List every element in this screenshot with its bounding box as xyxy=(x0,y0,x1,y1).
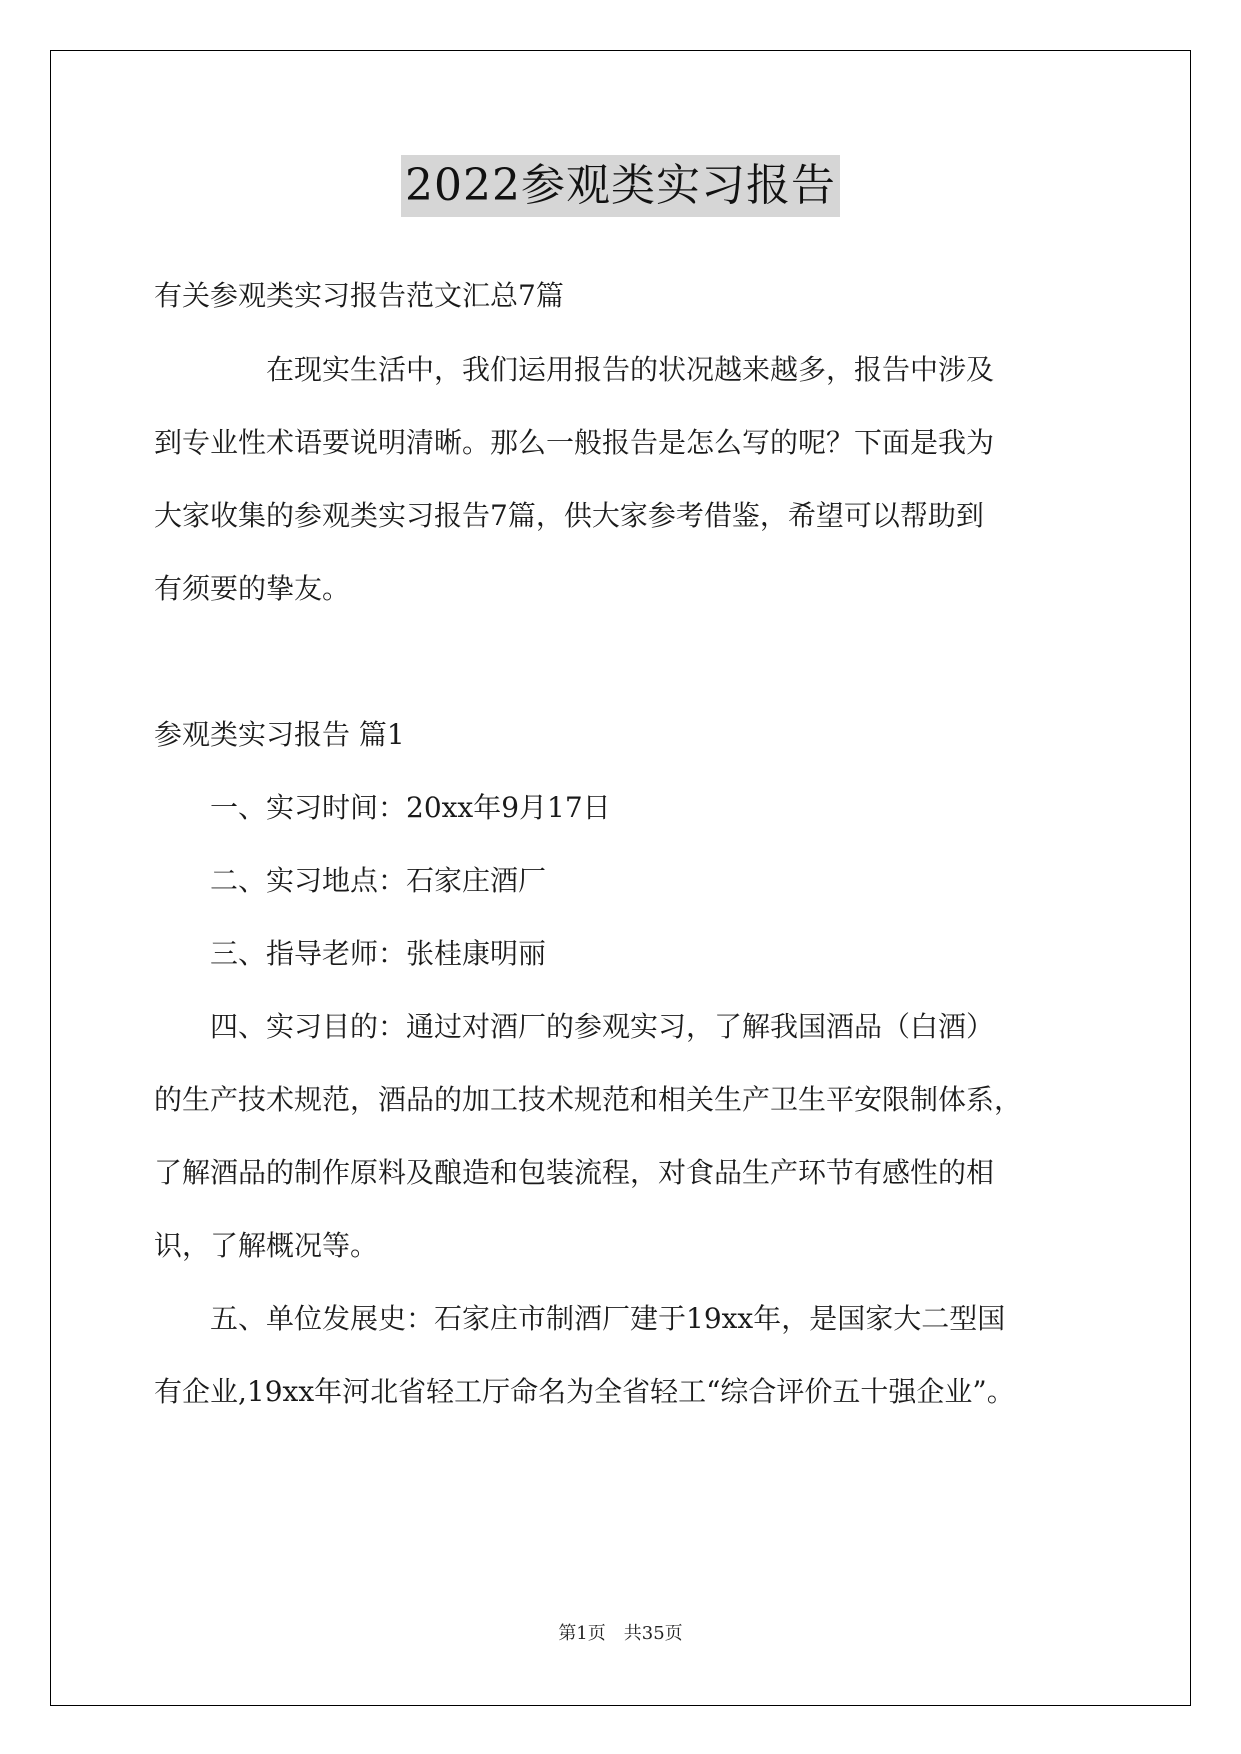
intro-line-4: 有须要的挚友。 xyxy=(154,572,351,605)
item-time: 一、实习时间：20xx年9月17日 xyxy=(210,791,611,824)
item-history-line-2: 有企业,19xx年河北省轻工厅命名为全省轻工“综合评价五十强企业”。 xyxy=(154,1375,1015,1408)
intro-line-1: 在现实生活中，我们运用报告的状况越来越多，报告中涉及 xyxy=(266,353,995,386)
intro-line-3: 大家收集的参观类实习报告7篇，供大家参考借鉴，希望可以帮助到 xyxy=(154,499,984,532)
item-history-line-1: 五、单位发展史：石家庄市制酒厂建于19xx年，是国家大二型国 xyxy=(210,1302,1006,1335)
subtitle-line: 有关参观类实习报告范文汇总7篇 xyxy=(154,279,564,312)
document-page xyxy=(50,50,1191,1706)
item-location: 二、实习地点：石家庄酒厂 xyxy=(210,864,547,897)
item-purpose-line-3: 了解酒品的制作原料及酿造和包装流程，对食品生产环节有感性的相 xyxy=(154,1156,995,1189)
item-purpose-line-1: 四、实习目的：通过对酒厂的参观实习，了解我国酒品（白酒） xyxy=(210,1010,995,1043)
title-wrap xyxy=(51,155,1190,217)
item-purpose-line-4: 识，了解概况等。 xyxy=(154,1229,379,1262)
document-title: 2022参观类实习报告 xyxy=(401,155,840,217)
item-purpose-line-2: 的生产技术规范，酒品的加工技术规范和相关生产卫生平安限制体系， xyxy=(154,1083,1023,1116)
intro-line-2: 到专业性术语要说明清晰。那么一般报告是怎么写的呢？下面是我为 xyxy=(154,426,995,459)
section-heading: 参观类实习报告 篇1 xyxy=(154,718,405,751)
page-footer: 第1页 共35页 xyxy=(558,1623,683,1644)
item-teacher: 三、指导老师：张桂康明丽 xyxy=(210,937,547,970)
